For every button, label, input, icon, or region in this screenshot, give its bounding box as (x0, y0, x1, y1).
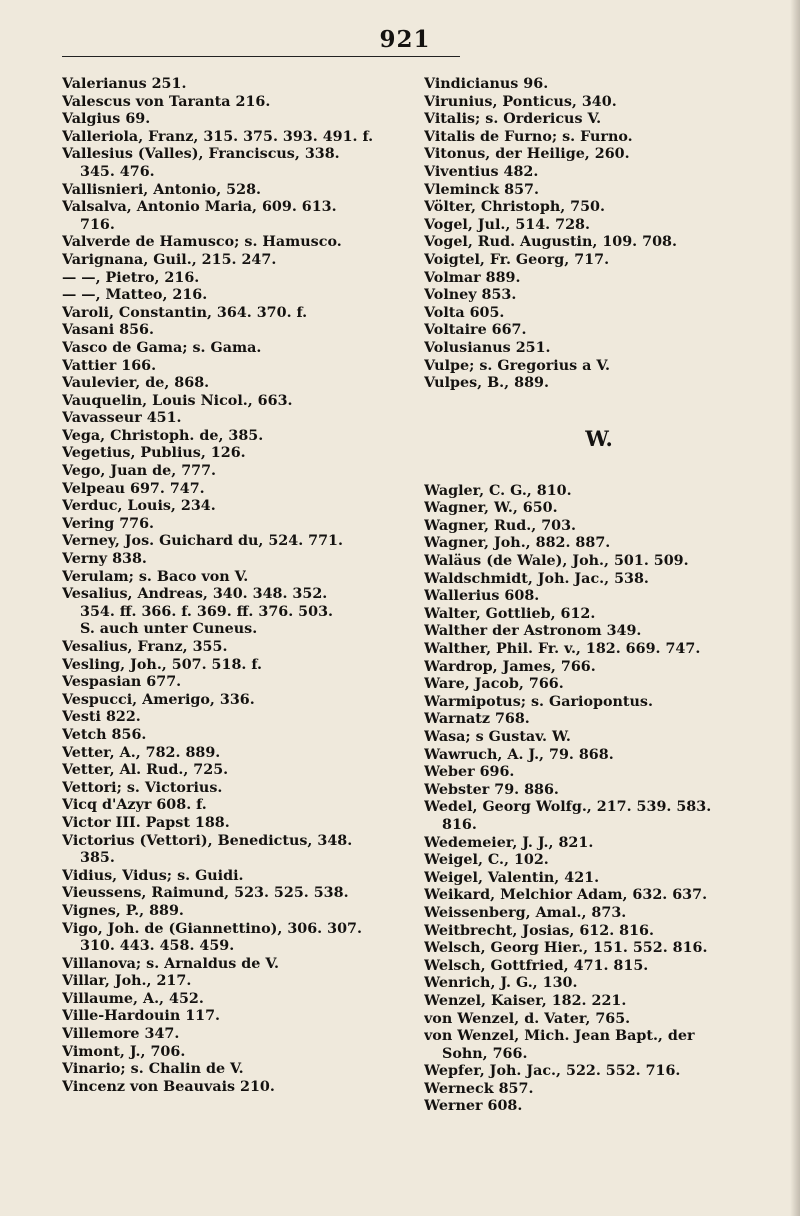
index-entry: Wagner, Rud., 703. (424, 517, 577, 534)
index-entry: Vieussens, Raimund, 523. 525. 538. (62, 885, 349, 902)
index-entry: Vego, Juan de, 777. (62, 463, 217, 480)
section-letter-heading: W. (585, 425, 613, 451)
index-entry: Walther der Astronom 349. (424, 623, 642, 640)
index-entry: Ware, Jacob, 766. (424, 676, 564, 693)
index-entry: Vasani 856. (62, 322, 154, 339)
index-entry: Wagner, W., 650. (424, 500, 558, 517)
index-entry: Wasa; s Gustav. W. (424, 729, 571, 745)
index-entry: Ville-Hardouin 117. (62, 1008, 221, 1025)
index-entry: Vallesius (Valles), Franciscus, 338. (62, 146, 340, 163)
index-entry: Valgius 69. (62, 111, 151, 128)
index-entry: Voltaire 667. (424, 322, 527, 339)
index-entry: Vincenz von Beauvais 210. (62, 1078, 275, 1095)
index-entry: Verulam; s. Baco von V. (62, 568, 249, 585)
index-entry: Weigel, Valentin, 421. (424, 869, 600, 886)
index-entry: Vering 776. (62, 515, 155, 532)
index-entry: — —, Pietro, 216. (62, 269, 200, 286)
index-entry: Valescus von Taranta 216. (62, 93, 271, 110)
index-entry: Valverde de Hamusco; s. Hamusco. (62, 234, 342, 251)
index-entry: Welsch, Georg Hier., 151. 552. 816. (424, 940, 708, 957)
index-entry: Volmar 889. (424, 269, 521, 286)
index-entry: Walther, Phil. Fr. v., 182. 669. 747. (424, 641, 701, 658)
index-entry-continuation: 310. 443. 458. 459. (80, 938, 235, 955)
index-entry: Verney, Jos. Guichard du, 524. 771. (62, 533, 343, 550)
index-entry: Vitalis de Furno; s. Furno. (424, 128, 633, 145)
left-index-column (62, 76, 410, 1096)
index-entry: Vegetius, Publius, 126. (62, 445, 246, 462)
index-entry: Villaume, A., 452. (62, 990, 204, 1007)
index-entry: Wenzel, Kaiser, 182. 221. (424, 992, 627, 1009)
index-entry: Wardrop, James, 766. (424, 658, 596, 675)
index-entry: Viventius 482. (424, 163, 539, 180)
index-entry: Vattier 166. (62, 357, 157, 374)
index-entry: Valleriola, Franz, 315. 375. 393. 491. f. (62, 128, 374, 145)
index-entry: Vettori; s. Victorius. (62, 779, 223, 796)
index-entry: Vaulevier, de, 868. (62, 375, 210, 392)
index-entry: Vitonus, der Heilige, 260. (424, 146, 630, 163)
index-entry: Wallerius 608. (424, 588, 540, 605)
index-entry: Vleminck 857. (424, 181, 539, 198)
index-entry-continuation: 385. (80, 850, 115, 867)
index-entry: Vespasian 677. (62, 674, 182, 691)
index-entry: Weikard, Melchior Adam, 632. 637. (424, 887, 708, 904)
index-entry: Wedel, Georg Wolfg., 217. 539. 583. (424, 799, 712, 816)
index-entry: Villanova; s. Arnaldus de V. (62, 955, 279, 972)
index-entry: Valsalva, Antonio Maria, 609. 613. (62, 199, 337, 216)
index-entry: Vogel, Jul., 514. 728. (424, 216, 590, 233)
header-rule (62, 56, 460, 57)
index-entry: Vesalius, Andreas, 340. 348. 352. (62, 586, 328, 603)
index-entry: Weitbrecht, Josias, 612. 816. (424, 922, 654, 939)
index-entry-continuation: 345. 476. (80, 163, 155, 180)
index-entry: Vignes, P., 889. (62, 902, 184, 919)
index-entry: Varignana, Guil., 215. 247. (62, 251, 277, 268)
index-entry: Wedemeier, J. J., 821. (424, 834, 594, 851)
index-entry: — —, Matteo, 216. (62, 287, 208, 304)
index-entry: Vetch 856. (62, 726, 147, 743)
w-entries-list (424, 483, 774, 1116)
index-entry: Warnatz 768. (424, 711, 530, 728)
index-entry-continuation: 816. (442, 816, 477, 833)
index-entry-continuation: 354. ff. 366. f. 369. ff. 376. 503. (80, 603, 333, 620)
index-entry: von Wenzel, Mich. Jean Bapt., der (424, 1028, 695, 1045)
index-entry: Villemore 347. (62, 1026, 180, 1043)
index-entry: Welsch, Gottfried, 471. 815. (424, 957, 649, 974)
index-entry: Voigtel, Fr. Georg, 717. (424, 251, 610, 268)
index-entry: Velpeau 697. 747. (62, 480, 205, 497)
index-entry: Warmipotus; s. Gariopontus. (424, 693, 653, 710)
index-entry: Vespucci, Amerigo, 336. (62, 691, 255, 708)
index-entry: Vinario; s. Chalin de V. (62, 1061, 244, 1078)
index-entry: von Wenzel, d. Vater, 765. (424, 1010, 631, 1027)
index-entry: Verny 838. (62, 551, 147, 568)
index-entry: Völter, Christoph, 750. (424, 199, 605, 216)
index-entry: Wenrich, J. G., 130. (424, 975, 578, 992)
index-entry: Volta 605. (424, 304, 505, 321)
index-entry: Volusianus 251. (424, 339, 551, 356)
index-entry: Verduc, Louis, 234. (62, 498, 216, 515)
index-entry-continuation: Sohn, 766. (442, 1045, 528, 1062)
index-entry: Vigo, Joh. de (Giannettino), 306. 307. (62, 920, 362, 937)
index-entry: Werneck 857. (424, 1080, 534, 1097)
index-entry: Vidius, Vidus; s. Guidi. (62, 867, 244, 884)
index-entry: Vesling, Joh., 507. 518. f. (62, 656, 262, 673)
index-entry: Werner 608. (424, 1098, 523, 1115)
index-entry: Waläus (de Wale), Joh., 501. 509. (424, 553, 689, 570)
index-entry: Wagner, Joh., 882. 887. (424, 535, 611, 552)
index-entry: Vauquelin, Louis Nicol., 663. (62, 392, 293, 409)
v-entries-list (424, 76, 774, 393)
index-entry: Vogel, Rud. Augustin, 109. 708. (424, 234, 677, 251)
index-entry: Volney 853. (424, 287, 517, 304)
page-edge-shadow (790, 0, 800, 1216)
index-entry: Vulpe; s. Gregorius a V. (424, 357, 610, 374)
index-entry: Weissenberg, Amal., 873. (424, 904, 627, 921)
index-entry: Varoli, Constantin, 364. 370. f. (62, 304, 308, 321)
index-entry: Weigel, C., 102. (424, 852, 549, 869)
index-entry: Vallisnieri, Antonio, 528. (62, 181, 261, 198)
index-entry: Weber 696. (424, 764, 515, 781)
index-entry: Vulpes, B., 889. (424, 375, 549, 392)
index-entry: Vindicianus 96. (424, 76, 549, 92)
index-entry: Valerianus 251. (62, 76, 187, 92)
index-entry: Walter, Gottlieb, 612. (424, 605, 596, 622)
index-entry: Vasco de Gama; s. Gama. (62, 339, 262, 356)
index-entry: Vavasseur 451. (62, 410, 182, 427)
index-entry: Vimont, J., 706. (62, 1043, 186, 1060)
index-entry: Vega, Christoph. de, 385. (62, 427, 264, 444)
index-entry: Vicq d'Azyr 608. f. (62, 797, 207, 814)
index-entry: Vitalis; s. Ordericus V. (424, 111, 602, 128)
index-entry: Virunius, Ponticus, 340. (424, 93, 617, 110)
index-entry-continuation: S. auch unter Cuneus. (80, 621, 258, 638)
index-entry: Vesalius, Franz, 355. (62, 639, 228, 655)
index-entry: Wagler, C. G., 810. (424, 482, 572, 499)
page-number: 921 (379, 26, 431, 53)
index-entry: Vetter, Al. Rud., 725. (62, 762, 229, 779)
index-entry: Villar, Joh., 217. (62, 973, 192, 990)
index-entry: Vesti 822. (62, 709, 141, 726)
index-entry: Wawruch, A. J., 79. 868. (424, 746, 614, 763)
index-entry: Victorius (Vettori), Benedictus, 348. (62, 832, 353, 849)
index-entry-continuation: 716. (80, 216, 115, 233)
index-entry: Victor III. Papst 188. (62, 814, 230, 831)
index-entry: Vetter, A., 782. 889. (62, 744, 221, 761)
index-entry: Webster 79. 886. (424, 781, 559, 798)
right-index-column (424, 76, 774, 1116)
index-entry: Waldschmidt, Joh. Jac., 538. (424, 570, 649, 587)
index-entry: Wepfer, Joh. Jac., 522. 552. 716. (424, 1063, 681, 1080)
